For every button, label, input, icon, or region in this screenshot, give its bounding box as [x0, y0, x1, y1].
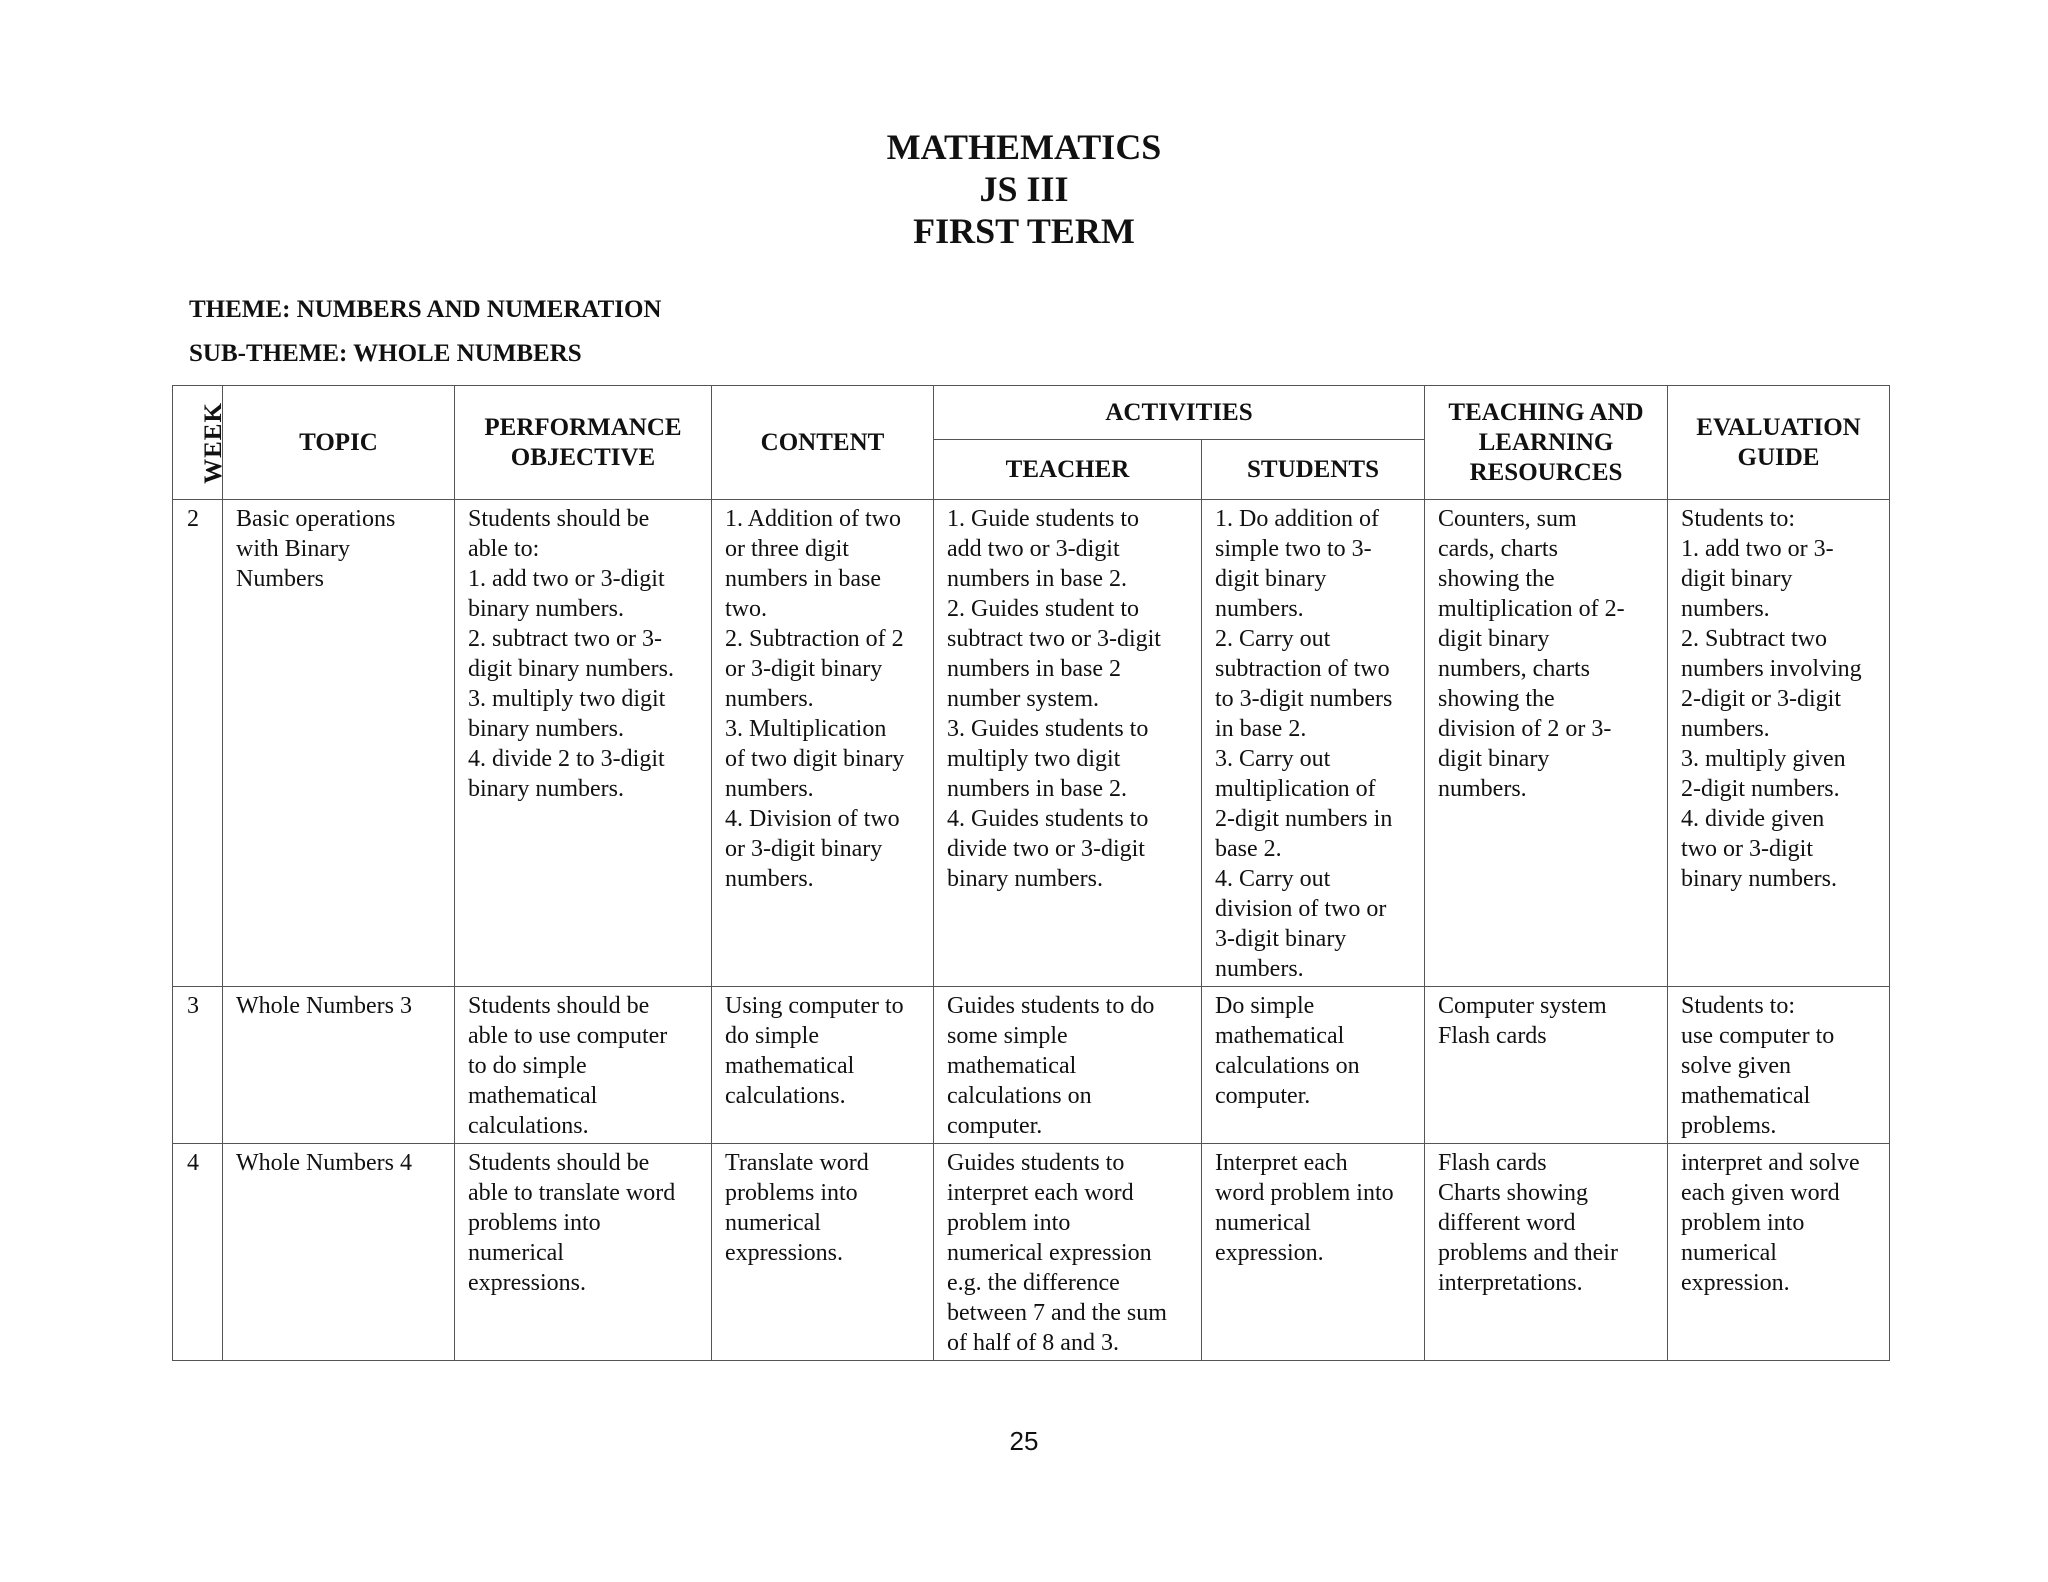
teacher-line: Guides students to [947, 1150, 1125, 1176]
evaluation-line: problems. [1681, 1113, 1777, 1139]
teacher-line: numbers in base 2. [947, 776, 1127, 802]
content-line: Using computer to [725, 993, 904, 1019]
content-cell [712, 987, 934, 1144]
evaluation-line: binary numbers. [1681, 866, 1837, 892]
objective-line: expressions. [468, 1270, 586, 1296]
header-evaluation: EVALUATION GUIDE [1668, 386, 1890, 500]
students-line: mathematical [1215, 1023, 1345, 1049]
teacher-line: Guides students to do [947, 993, 1155, 1019]
objective-cell [455, 1144, 712, 1361]
teacher-line: subtract two or 3-digit [947, 626, 1161, 652]
resources-line: problems and their [1438, 1240, 1618, 1266]
content-line: expressions. [725, 1240, 843, 1266]
teacher-line: problem into [947, 1210, 1071, 1236]
teacher-line: computer. [947, 1113, 1043, 1139]
objective-line: Students should be [468, 506, 650, 532]
students-line: subtraction of two [1215, 656, 1390, 682]
teacher-line: 1. Guide students to [947, 506, 1139, 532]
objective-line: Students should be [468, 993, 650, 1019]
students-line: simple two to 3- [1215, 536, 1372, 562]
resources-line: Computer system [1438, 993, 1607, 1019]
table-body [173, 500, 1890, 1361]
topic-line: Basic operations [236, 506, 396, 532]
teacher-line: e.g. the difference [947, 1270, 1120, 1296]
resources-cell [1425, 1144, 1668, 1361]
topic-line: Whole Numbers 3 [236, 993, 412, 1019]
teacher-cell [934, 500, 1202, 987]
topic-cell [223, 1144, 455, 1361]
evaluation-line: 2-digit or 3-digit [1681, 686, 1841, 712]
evaluation-line: digit binary [1681, 566, 1793, 592]
students-cell [1202, 987, 1425, 1144]
objective-cell [455, 987, 712, 1144]
teacher-line: add two or 3-digit [947, 536, 1120, 562]
students-line: multiplication of [1215, 776, 1376, 802]
teacher-line: of half of 8 and 3. [947, 1330, 1119, 1356]
evaluation-line: problem into [1681, 1210, 1805, 1236]
students-line: 4. Carry out [1215, 866, 1331, 892]
content-line: or 3-digit binary [725, 836, 883, 862]
resources-cell [1425, 987, 1668, 1144]
content-line: 1. Addition of two [725, 506, 902, 532]
resources-line: Charts showing [1438, 1180, 1588, 1206]
title-class: JS III [979, 169, 1069, 209]
resources-line: numbers, charts [1438, 656, 1590, 682]
students-line: word problem into [1215, 1180, 1394, 1206]
students-line: calculations on [1215, 1053, 1360, 1079]
resources-line: multiplication of 2- [1438, 596, 1625, 622]
content-line: do simple [725, 1023, 819, 1049]
content-line: 4. Division of two [725, 806, 900, 832]
header-week [173, 386, 227, 500]
teacher-line: number system. [947, 686, 1099, 712]
resources-line: Flash cards [1438, 1023, 1547, 1049]
theme-heading: THEME: NUMBERS AND NUMERATION [189, 296, 662, 323]
teacher-line: some simple [947, 1023, 1068, 1049]
students-line: Interpret each [1215, 1150, 1348, 1176]
week-number-cell: 3 [173, 987, 223, 1144]
evaluation-line: two or 3-digit [1681, 836, 1813, 862]
objective-line: able to: [468, 536, 540, 562]
resources-line: Flash cards [1438, 1150, 1547, 1176]
teacher-line: mathematical [947, 1053, 1077, 1079]
students-line: to 3-digit numbers [1215, 686, 1393, 712]
students-line: numbers. [1215, 956, 1304, 982]
evaluation-line: expression. [1681, 1270, 1790, 1296]
objective-line: able to translate word [468, 1180, 676, 1206]
content-line: or three digit [725, 536, 849, 562]
students-line: Do simple [1215, 993, 1315, 1019]
resources-line: cards, charts [1438, 536, 1558, 562]
evaluation-line: numerical [1681, 1240, 1777, 1266]
resources-line: Counters, sum [1438, 506, 1577, 532]
objective-line: binary numbers. [468, 716, 624, 742]
content-line: numerical [725, 1210, 821, 1236]
evaluation-line: 3. multiply given [1681, 746, 1846, 772]
content-line: problems into [725, 1180, 858, 1206]
evaluation-line: numbers. [1681, 716, 1770, 742]
header-topic: TOPIC [223, 386, 455, 500]
teacher-line: 3. Guides students to [947, 716, 1149, 742]
teacher-line: multiply two digit [947, 746, 1121, 772]
week-number-cell: 2 [173, 500, 223, 987]
resources-cell [1425, 500, 1668, 987]
students-line: digit binary [1215, 566, 1327, 592]
content-line: numbers in base [725, 566, 881, 592]
objective-line: calculations. [468, 1113, 589, 1139]
content-cell [712, 500, 934, 987]
students-line: division of two or [1215, 896, 1387, 922]
students-cell [1202, 1144, 1425, 1361]
students-line: expression. [1215, 1240, 1324, 1266]
students-line: 2-digit numbers in [1215, 806, 1393, 832]
topic-line: Whole Numbers 4 [236, 1150, 412, 1176]
students-line: numerical [1215, 1210, 1311, 1236]
resources-line: showing the [1438, 686, 1555, 712]
resources-line: different word [1438, 1210, 1576, 1236]
week-number-cell: 4 [173, 1144, 223, 1361]
header-teacher: TEACHER [934, 440, 1202, 500]
teacher-line: numbers in base 2. [947, 566, 1127, 592]
header-objective: PERFORMANCE OBJECTIVE [455, 386, 712, 500]
evaluation-cell [1668, 500, 1890, 987]
evaluation-line: 1. add two or 3- [1681, 536, 1834, 562]
topic-cell [223, 500, 455, 987]
content-line: Translate word [725, 1150, 869, 1176]
content-line: 2. Subtraction of 2 [725, 626, 904, 652]
evaluation-line: Students to: [1681, 506, 1796, 532]
topic-line: Numbers [236, 566, 324, 592]
students-line: in base 2. [1215, 716, 1307, 742]
objective-line: 4. divide 2 to 3-digit [468, 746, 665, 772]
objective-line: Students should be [468, 1150, 650, 1176]
objective-line: binary numbers. [468, 776, 624, 802]
content-line: calculations. [725, 1083, 846, 1109]
students-line: numbers. [1215, 596, 1304, 622]
page-number: 25 [1009, 1426, 1039, 1456]
objective-line: 3. multiply two digit [468, 686, 666, 712]
topic-cell [223, 987, 455, 1144]
content-line: or 3-digit binary [725, 656, 883, 682]
content-line: numbers. [725, 776, 814, 802]
evaluation-line: Students to: [1681, 993, 1796, 1019]
document-title [0, 126, 2048, 252]
header-resources: TEACHING AND LEARNING RESOURCES [1425, 386, 1668, 500]
header-activities: ACTIVITIES [934, 386, 1425, 440]
scheme-of-work-table [172, 385, 1890, 1361]
teacher-line: numerical expression [947, 1240, 1152, 1266]
objective-line: problems into [468, 1210, 601, 1236]
objective-line: binary numbers. [468, 596, 624, 622]
resources-line: digit binary [1438, 746, 1550, 772]
objective-line: digit binary numbers. [468, 656, 674, 682]
evaluation-line: each given word [1681, 1180, 1840, 1206]
evaluation-line: 4. divide given [1681, 806, 1825, 832]
evaluation-cell [1668, 987, 1890, 1144]
resources-line: numbers. [1438, 776, 1527, 802]
evaluation-line: 2. Subtract two [1681, 626, 1827, 652]
teacher-cell [934, 1144, 1202, 1361]
objective-cell [455, 500, 712, 987]
students-line: base 2. [1215, 836, 1282, 862]
resources-line: digit binary [1438, 626, 1550, 652]
evaluation-cell [1668, 1144, 1890, 1361]
content-line: of two digit binary [725, 746, 905, 772]
teacher-line: interpret each word [947, 1180, 1134, 1206]
objective-line: able to use computer [468, 1023, 668, 1049]
objective-line: numerical [468, 1240, 564, 1266]
students-line: 3-digit binary [1215, 926, 1347, 952]
content-line: two. [725, 596, 767, 622]
evaluation-line: 2-digit numbers. [1681, 776, 1840, 802]
table-row [173, 500, 1890, 987]
objective-line: 2. subtract two or 3- [468, 626, 662, 652]
title-subject: MATHEMATICS [886, 127, 1162, 167]
teacher-line: 2. Guides student to [947, 596, 1139, 622]
header-students: STUDENTS [1202, 440, 1425, 500]
title-term: FIRST TERM [913, 211, 1135, 251]
objective-line: mathematical [468, 1083, 598, 1109]
teacher-line: calculations on [947, 1083, 1092, 1109]
evaluation-line: solve given [1681, 1053, 1791, 1079]
content-line: numbers. [725, 686, 814, 712]
teacher-line: between 7 and the sum [947, 1300, 1167, 1326]
header-week-label: WEEK [199, 401, 227, 484]
students-line: 3. Carry out [1215, 746, 1331, 772]
teacher-line: numbers in base 2 [947, 656, 1121, 682]
teacher-line: 4. Guides students to [947, 806, 1149, 832]
teacher-cell [934, 987, 1202, 1144]
objective-line: 1. add two or 3-digit [468, 566, 665, 592]
topic-line: with Binary [236, 536, 350, 562]
content-line: mathematical [725, 1053, 855, 1079]
resources-line: interpretations. [1438, 1270, 1583, 1296]
header-content: CONTENT [712, 386, 934, 500]
resources-line: division of 2 or 3- [1438, 716, 1612, 742]
content-cell [712, 1144, 934, 1361]
students-line: 1. Do addition of [1215, 506, 1379, 532]
objective-line: to do simple [468, 1053, 587, 1079]
evaluation-line: mathematical [1681, 1083, 1811, 1109]
evaluation-line: interpret and solve [1681, 1150, 1860, 1176]
students-line: 2. Carry out [1215, 626, 1331, 652]
evaluation-line: numbers involving [1681, 656, 1862, 682]
subtheme-heading: SUB-THEME: WHOLE NUMBERS [189, 340, 582, 367]
content-line: numbers. [725, 866, 814, 892]
table-row [173, 987, 1890, 1144]
evaluation-line: numbers. [1681, 596, 1770, 622]
students-line: computer. [1215, 1083, 1311, 1109]
content-line: 3. Multiplication [725, 716, 887, 742]
teacher-line: divide two or 3-digit [947, 836, 1145, 862]
teacher-line: binary numbers. [947, 866, 1103, 892]
resources-line: showing the [1438, 566, 1555, 592]
evaluation-line: use computer to [1681, 1023, 1835, 1049]
table-row [173, 1144, 1890, 1361]
students-cell [1202, 500, 1425, 987]
